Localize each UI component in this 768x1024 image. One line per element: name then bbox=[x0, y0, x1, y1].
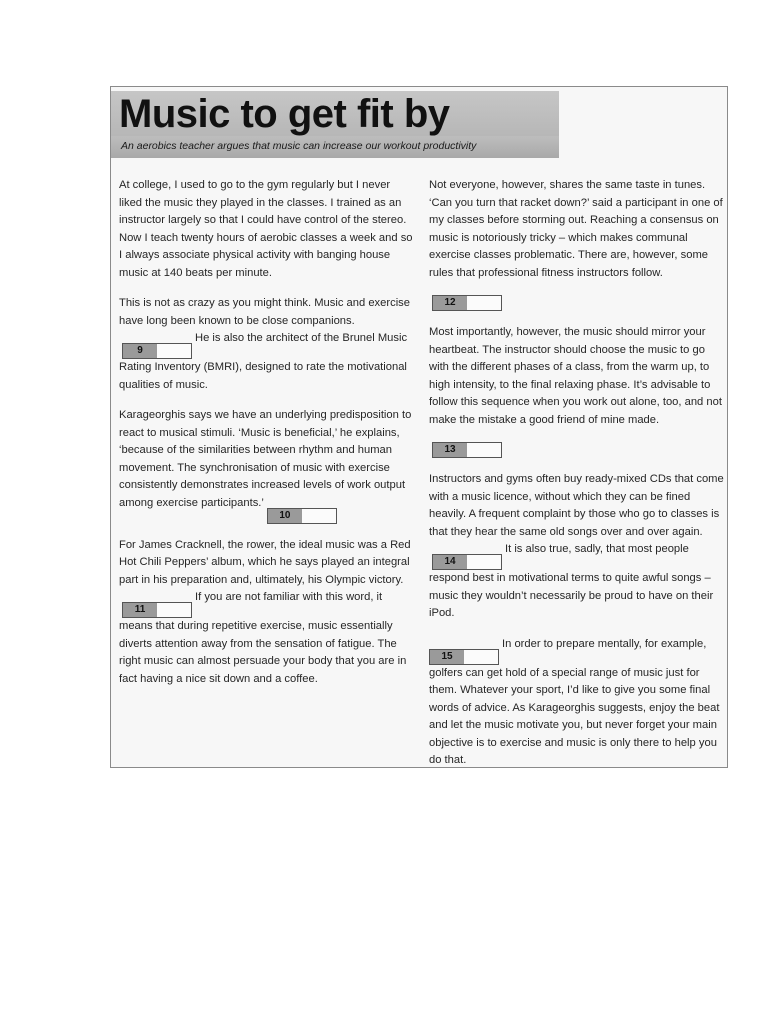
gap-11[interactable] bbox=[122, 602, 192, 618]
gap-11-answer-box[interactable] bbox=[157, 603, 191, 617]
right-paragraph-3 bbox=[429, 471, 727, 623]
gap-13[interactable] bbox=[432, 442, 502, 458]
right-paragraph-3-text-a: Instructors and gyms often buy ready-mixed CDs that come with a music licence, without which they can be fined heavily. A frequent complaint by those who go to classes is that they hear the same old songs over and over again. bbox=[429, 473, 724, 538]
left-paragraph-4-text-b: If you are not familiar with this word, it means that during repetitive exercise, music essentially diverts attention away from the sensation of fatigue. The right music can almost persuade your body that you are in fact having a nice sit down and a coffee. bbox=[119, 591, 407, 685]
right-paragraph-2-text: Most importantly, however, the music should mirror your heartbeat. The instructor should choose the music to go with the different phases of a class, from the warm up, to high intensity, to the final relaxing phase. It’s advisable to follow this sequence when you work out alone, too, and not make the mistake a good friend of mine made. bbox=[429, 326, 722, 426]
right-paragraph-3-text-b: It is also true, sadly, that most people respond best in motivational terms to quite awful songs – music they wouldn’t necessarily be proud to have on their iPod. bbox=[429, 543, 714, 619]
left-paragraph-2-text-a: This is not as crazy as you might think. Music and exercise have long been known to be close companions. bbox=[119, 297, 410, 327]
left-paragraph-1-text: At college, I used to go to the gym regularly but I never liked the music they played in the classes. I trained as an instructor largely so that I could have control of the stereo. Now I teach twenty hours of aerobic classes a week and so I always associate physical activity with banging house music at 140 beats per minute. bbox=[119, 179, 413, 279]
gap-15-answer-box[interactable] bbox=[464, 650, 498, 664]
left-paragraph-4 bbox=[119, 537, 415, 689]
gap-9-number: 9 bbox=[123, 344, 157, 358]
left-paragraph-4-text-a: For James Cracknell, the rower, the ideal music was a Red Hot Chili Peppers’ album, which he says played an integral part in his preparation and, ultimately, his Olympic victory. bbox=[119, 538, 411, 586]
gap-13-number: 13 bbox=[433, 443, 467, 457]
left-paragraph-3-text: Karageorghis says we have an underlying predisposition to react to musical stimuli. ‘Music is beneficial,’ he explains, ‘because of the similarities between rhythm and human movement. The synchronisation of music with exercise consistently demonstrates increased levels of work output among exercise participants.’ bbox=[119, 409, 412, 509]
gap-13-answer-box[interactable] bbox=[467, 443, 501, 457]
gap-10-number: 10 bbox=[268, 509, 302, 523]
gap-12-number: 12 bbox=[433, 296, 467, 310]
gap-12-answer-box[interactable] bbox=[467, 296, 501, 310]
right-paragraph-4 bbox=[429, 636, 727, 770]
right-paragraph-2 bbox=[429, 324, 727, 458]
gap-14[interactable] bbox=[432, 554, 502, 570]
article-page bbox=[110, 86, 728, 768]
left-paragraph-1 bbox=[119, 177, 415, 282]
gap-9-answer-box[interactable] bbox=[157, 344, 191, 358]
left-paragraph-2-text-b: He is also the architect of the Brunel Music Rating Inventory (BMRI), designed to rate the motivational qualities of music. bbox=[119, 332, 408, 391]
left-paragraph-3 bbox=[119, 407, 415, 524]
gap-11-number: 11 bbox=[123, 603, 157, 617]
right-paragraph-1-text: Not everyone, however, shares the same taste in tunes. ‘Can you turn that racket down?’ said a participant in one of my classes before storming out. Reaching a consensus on music is notoriously tricky – which makes communal exercise classes problematic. There are, however, some rules that professional fitness instructors follow. bbox=[429, 179, 723, 279]
gap-15[interactable] bbox=[429, 649, 499, 665]
gap-9[interactable] bbox=[122, 343, 192, 359]
gap-14-answer-box[interactable] bbox=[467, 555, 501, 569]
subtitle-band bbox=[111, 136, 559, 158]
gap-10-answer-box[interactable] bbox=[302, 509, 336, 523]
right-column bbox=[429, 177, 727, 783]
right-paragraph-4-text: In order to prepare mentally, for example, golfers can get hold of a special range of music just for them. Whatever your sport, I’d like to give you some final words of advice. As Karageorghis suggests, enjoy the beat and let the music motivate you, but never forget your main objective is to exercise and music is only there to help you do that. bbox=[429, 637, 720, 766]
left-paragraph-2 bbox=[119, 295, 415, 394]
gap-14-number: 14 bbox=[433, 555, 467, 569]
gap-10[interactable] bbox=[267, 508, 337, 524]
article-subtitle: An aerobics teacher argues that music can increase our workout productivity bbox=[121, 140, 477, 152]
right-paragraph-1 bbox=[429, 177, 727, 311]
gap-12[interactable] bbox=[432, 295, 502, 311]
gap-15-number: 15 bbox=[430, 650, 464, 664]
article-title: Music to get fit by bbox=[119, 92, 450, 136]
left-column bbox=[119, 177, 415, 701]
